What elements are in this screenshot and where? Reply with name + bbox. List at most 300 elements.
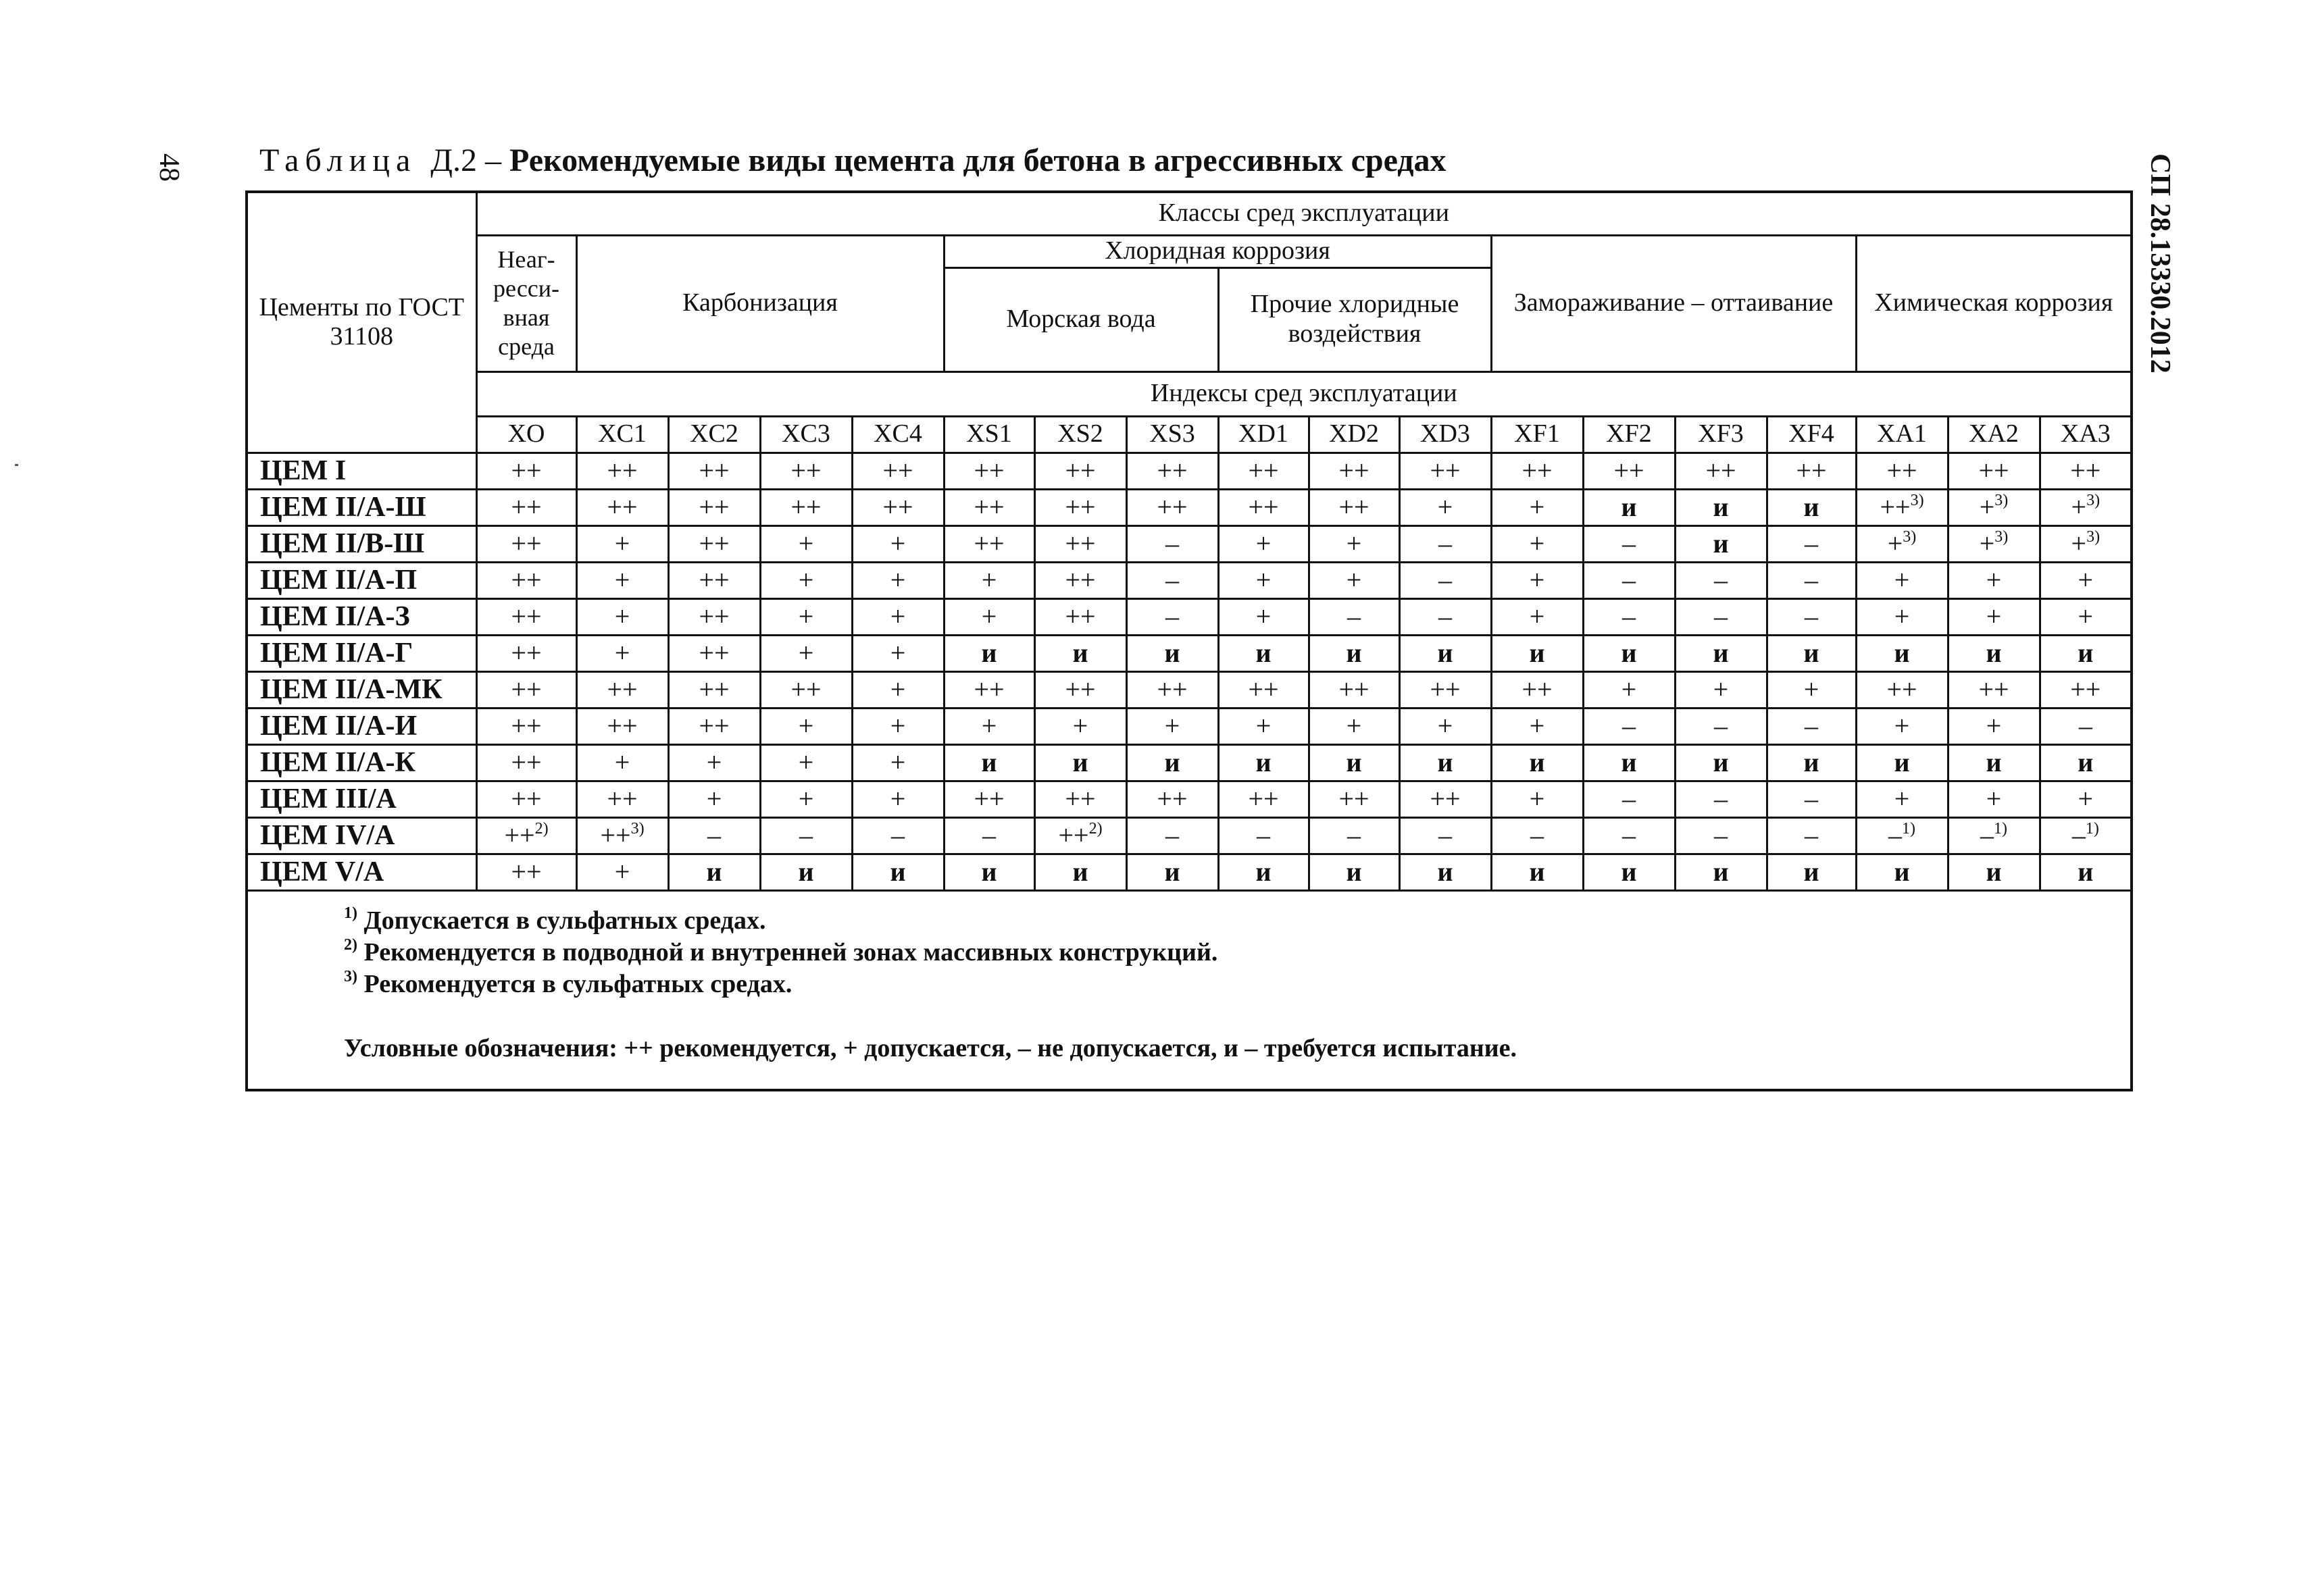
table-cell <box>1218 781 1309 817</box>
table-cell <box>1034 525 1126 562</box>
table-cell <box>1675 708 1767 744</box>
cell-value: – <box>1805 601 1818 632</box>
cell-value: – <box>1622 711 1636 741</box>
table-cell <box>1034 635 1126 671</box>
table-cell <box>852 635 944 671</box>
table-cell <box>944 744 1034 781</box>
table-cell <box>668 489 760 525</box>
cell-value: + <box>798 565 814 595</box>
cell-value: – <box>1622 528 1636 559</box>
cell-value: ++ <box>2070 455 2101 486</box>
cell-value: + <box>1255 565 1272 595</box>
table-row <box>247 489 2132 525</box>
table-cell <box>760 671 852 708</box>
cement-name: ЦЕМ II/А-К <box>247 744 476 781</box>
cell-value: + <box>890 674 906 704</box>
table-cell <box>1126 671 1218 708</box>
table-cell <box>1856 781 1948 817</box>
cell-value: – <box>1622 601 1636 632</box>
table-cell <box>1034 562 1126 598</box>
table-cell <box>1583 562 1675 598</box>
cell-value: ++ <box>2070 674 2101 704</box>
cement-name: ЦЕМ IV/А <box>247 817 476 854</box>
index-cell: XF4 <box>1767 416 1856 453</box>
table-cell <box>2040 635 2132 671</box>
cell-value: ++ <box>1705 455 1736 486</box>
table-cell <box>2040 598 2132 635</box>
index-cell: XD3 <box>1399 416 1491 453</box>
cell-value: ++ <box>699 492 730 522</box>
table-cell <box>760 708 852 744</box>
table-cell <box>1856 525 1948 562</box>
table-cell <box>1491 671 1583 708</box>
table-cell <box>668 562 760 598</box>
cell-value: + <box>1437 492 1453 522</box>
table-cell <box>1767 817 1856 854</box>
index-cell: XF2 <box>1583 416 1675 453</box>
cell-value: и <box>1255 638 1272 668</box>
cell-value: ++ <box>790 455 822 486</box>
cell-value: ++ <box>511 492 542 522</box>
table-cell <box>760 525 852 562</box>
table-cell <box>1948 854 2040 890</box>
cell-value: ++ <box>511 783 542 814</box>
table-cell <box>1126 562 1218 598</box>
cell-value: и <box>1529 638 1545 668</box>
cell-value: и <box>890 856 906 887</box>
table-cell <box>1491 708 1583 744</box>
cell-value: + <box>1986 783 2002 814</box>
cell-value: – <box>1622 820 1636 850</box>
table-cell <box>1034 708 1126 744</box>
table-cell <box>668 453 760 489</box>
cement-name: ЦЕМ II/А-МК <box>247 671 476 708</box>
page-number: 48 <box>153 153 184 182</box>
sea-water-header: Морская вода <box>944 267 1218 371</box>
table-cell <box>1309 562 1399 598</box>
cell-value: и <box>1894 638 1910 668</box>
table-cell <box>1034 854 1126 890</box>
table-cell <box>852 671 944 708</box>
table-cell <box>1767 453 1856 489</box>
table-cell <box>1948 817 2040 854</box>
table-cell <box>1034 781 1126 817</box>
cell-value: и <box>1803 856 1819 887</box>
table-cell <box>1399 744 1491 781</box>
cell-value: ++ <box>1248 455 1279 486</box>
cell-value: и <box>1164 856 1180 887</box>
cell-value: ++ <box>607 674 638 704</box>
cell-value: ++ <box>1978 674 2009 704</box>
table-cell <box>576 598 668 635</box>
table-cell <box>1034 817 1126 854</box>
table-cell <box>760 854 852 890</box>
cell-value: + <box>1346 711 1362 741</box>
table-cell <box>1767 708 1856 744</box>
cell-value: + <box>1986 565 2002 595</box>
cell-value: ++ <box>1338 674 1369 704</box>
cell-value: и <box>1346 747 1362 777</box>
cell-value: – <box>891 820 905 850</box>
cell-value: – <box>1714 711 1728 741</box>
cell-value: – <box>1714 601 1728 632</box>
cell-value: – <box>1805 820 1818 850</box>
cell-value: + <box>2071 528 2087 559</box>
cell-value: + <box>890 783 906 814</box>
table-cell <box>1583 635 1675 671</box>
table-cell <box>476 635 576 671</box>
cell-value: ++ <box>600 820 631 850</box>
cell-value: и <box>1986 747 2002 777</box>
table-cell <box>1309 525 1399 562</box>
cell-value: – <box>1714 565 1728 595</box>
cell-value: ++ <box>1065 455 1096 486</box>
table-cell <box>944 453 1034 489</box>
cell-value: и <box>1986 856 2002 887</box>
index-cell: XO <box>476 416 576 453</box>
index-row <box>247 416 2132 453</box>
cell-value: + <box>890 565 906 595</box>
cell-value: + <box>1255 601 1272 632</box>
table-cell <box>1948 708 2040 744</box>
table-cell <box>1491 453 1583 489</box>
table-cell <box>1491 598 1583 635</box>
cell-value: и <box>798 856 814 887</box>
table-cell <box>2040 781 2132 817</box>
cell-value: + <box>1255 528 1272 559</box>
index-cell: XC1 <box>576 416 668 453</box>
cell-value: и <box>1713 528 1729 559</box>
table-cell <box>476 854 576 890</box>
cell-value: + <box>1894 783 1910 814</box>
table-cell <box>1948 781 2040 817</box>
table-cell <box>1399 453 1491 489</box>
table-cell <box>576 708 668 744</box>
cell-value: + <box>706 783 722 814</box>
table-cell <box>1583 781 1675 817</box>
caption-number: Д.2 <box>430 143 478 178</box>
footnote-text: Рекомендуется в сульфатных средах. <box>363 969 793 998</box>
table-cell <box>760 744 852 781</box>
table-cell <box>1399 708 1491 744</box>
table-cell <box>1399 562 1491 598</box>
cell-value: + <box>1164 711 1180 741</box>
index-cell: XF3 <box>1675 416 1767 453</box>
cell-value: + <box>614 528 630 559</box>
cell-value: + <box>1894 601 1910 632</box>
cell-value: и <box>1713 747 1729 777</box>
cell-value: и <box>1621 747 1637 777</box>
cell-value: и <box>1072 638 1088 668</box>
cell-value: – <box>1438 528 1452 559</box>
cell-value: и <box>1713 638 1729 668</box>
table-cell <box>1767 562 1856 598</box>
cell-value: – <box>1888 820 1902 850</box>
table-row <box>247 744 2132 781</box>
cell-value: и <box>1164 747 1180 777</box>
cell-value: ++ <box>1430 783 1461 814</box>
table-cell <box>1218 453 1309 489</box>
cell-value: ++ <box>1880 492 1911 522</box>
cell-value: ++ <box>607 711 638 741</box>
footnote-ref: 3) <box>1994 528 2009 546</box>
footnote-mark: 1) <box>344 904 357 922</box>
cell-value: – <box>1438 820 1452 850</box>
table-cell <box>576 562 668 598</box>
cell-value: – <box>1165 565 1179 595</box>
table-cell <box>1675 781 1767 817</box>
table-row <box>247 453 2132 489</box>
table-cell <box>1034 489 1126 525</box>
cell-value: и <box>1529 747 1545 777</box>
footnote-text: Рекомендуется в подводной и внутренней зонах массивных конструкций. <box>363 937 1218 967</box>
table-cell <box>2040 489 2132 525</box>
table-cell <box>476 489 576 525</box>
table-cell <box>760 562 852 598</box>
cell-value: + <box>2078 601 2094 632</box>
cell-value: ++ <box>882 455 913 486</box>
cell-value: ++ <box>1796 455 1827 486</box>
non-aggressive-header: Неаг-ресси-вная среда <box>476 235 576 371</box>
table-cell <box>1583 671 1675 708</box>
table-cell <box>1583 525 1675 562</box>
cell-value: ++ <box>511 674 542 704</box>
cell-value: ++ <box>1338 455 1369 486</box>
cell-value: + <box>1529 601 1545 632</box>
cell-value: ++ <box>1248 783 1279 814</box>
cell-value: – <box>1165 528 1179 559</box>
index-cell: XC4 <box>852 416 944 453</box>
table-cell <box>1675 744 1767 781</box>
cell-value: и <box>981 747 997 777</box>
table-cell <box>1948 489 2040 525</box>
table-cell <box>1767 489 1856 525</box>
table-cell <box>1491 744 1583 781</box>
table-row <box>247 817 2132 854</box>
cell-value: ++ <box>1886 455 1917 486</box>
cell-value: + <box>1986 601 2002 632</box>
caption-title: Рекомендуемые виды цемента для бетона в агрессивных средах <box>509 143 1447 178</box>
cement-table <box>245 190 2133 1091</box>
table-cell <box>1767 635 1856 671</box>
table-cell <box>944 598 1034 635</box>
table-cell <box>1126 817 1218 854</box>
cell-value: ++ <box>1886 674 1917 704</box>
table-cell <box>1399 671 1491 708</box>
table-cell <box>476 525 576 562</box>
cell-value: + <box>614 565 630 595</box>
table-cell <box>1218 562 1309 598</box>
table-cell <box>852 598 944 635</box>
table-cell <box>760 635 852 671</box>
table-cell <box>1218 744 1309 781</box>
cell-value: и <box>1529 856 1545 887</box>
table-cell <box>2040 708 2132 744</box>
cell-value: ++ <box>1157 674 1188 704</box>
table-cell <box>1856 598 1948 635</box>
table-cell <box>944 854 1034 890</box>
cell-value: и <box>1986 638 2002 668</box>
cell-value: – <box>1805 565 1818 595</box>
table-cell <box>1948 562 2040 598</box>
cell-value: ++ <box>607 492 638 522</box>
cell-value: – <box>1257 820 1270 850</box>
cell-value: ++ <box>1978 455 2009 486</box>
cell-value: + <box>798 783 814 814</box>
table-cell <box>1675 598 1767 635</box>
table-cell <box>1767 598 1856 635</box>
caption-dash: – <box>477 143 510 178</box>
table-cell <box>852 817 944 854</box>
table-cell <box>1309 708 1399 744</box>
footnote-ref: 3) <box>2086 528 2101 546</box>
cell-value: и <box>2078 856 2094 887</box>
table-cell <box>944 635 1034 671</box>
table-cell <box>852 562 944 598</box>
cell-value: ++ <box>511 747 542 777</box>
cell-value: + <box>2071 492 2087 522</box>
footnote-ref: 1) <box>1994 820 2007 838</box>
index-cell: XC3 <box>760 416 852 453</box>
cell-value: и <box>1621 492 1637 522</box>
table-cell <box>576 817 668 854</box>
cell-value: + <box>1979 492 1995 522</box>
table-cell <box>476 598 576 635</box>
cell-value: + <box>981 565 997 595</box>
cell-value: и <box>1713 856 1729 887</box>
index-cell: XA3 <box>2040 416 2132 453</box>
footnote-ref: 1) <box>1902 820 1915 838</box>
table-cell <box>1126 708 1218 744</box>
cell-value: и <box>1072 747 1088 777</box>
table-cell <box>944 781 1034 817</box>
cell-value: – <box>1438 565 1452 595</box>
table-row <box>247 562 2132 598</box>
scan-mark <box>15 464 18 466</box>
cell-value: + <box>890 638 906 668</box>
table-cell <box>1583 453 1675 489</box>
table-cell <box>1856 562 1948 598</box>
table-cell <box>476 453 576 489</box>
cell-value: ++ <box>1157 455 1188 486</box>
cell-value: + <box>1529 783 1545 814</box>
table-cell <box>1218 489 1309 525</box>
table-cell <box>1583 854 1675 890</box>
cell-value: ++ <box>504 820 535 850</box>
cell-value: – <box>1980 820 1994 850</box>
cell-value: – <box>1805 783 1818 814</box>
cell-value: ++ <box>1157 492 1188 522</box>
cell-value: и <box>1437 856 1453 887</box>
classes-header: Классы сред эксплуатации <box>476 192 2132 235</box>
footnote-ref: 3) <box>1903 528 1917 546</box>
table-row <box>247 635 2132 671</box>
cell-value: + <box>981 601 997 632</box>
footnote-mark: 3) <box>344 967 357 985</box>
footnote-mark: 2) <box>344 935 357 954</box>
cell-value: ++ <box>1065 528 1096 559</box>
table-cell <box>1675 671 1767 708</box>
table-cell <box>2040 525 2132 562</box>
table-cell <box>944 817 1034 854</box>
cell-value: и <box>1437 747 1453 777</box>
table-cell <box>668 708 760 744</box>
table-cell <box>668 744 760 781</box>
table-cell <box>1948 635 2040 671</box>
table-cell <box>1948 525 2040 562</box>
footnote <box>344 937 2130 969</box>
cell-value: ++ <box>1521 674 1553 704</box>
cell-value: + <box>890 747 906 777</box>
table-caption <box>259 145 1447 177</box>
table-cell <box>1399 525 1491 562</box>
cell-value: + <box>614 638 630 668</box>
table-cell <box>852 453 944 489</box>
cell-value: + <box>614 601 630 632</box>
cell-value: ++ <box>607 783 638 814</box>
cell-value: + <box>1255 711 1272 741</box>
footnote-ref: 1) <box>2085 820 2099 838</box>
table-cell <box>852 489 944 525</box>
table-cell <box>576 854 668 890</box>
index-cell: XA1 <box>1856 416 1948 453</box>
table-cell <box>2040 671 2132 708</box>
table-cell <box>1583 598 1675 635</box>
cell-value: – <box>1347 601 1361 632</box>
table-cell <box>1491 817 1583 854</box>
table-cell <box>1856 635 1948 671</box>
cement-name: ЦЕМ II/А-Г <box>247 635 476 671</box>
cell-value: + <box>798 711 814 741</box>
table-cell <box>1491 525 1583 562</box>
table-cell <box>576 635 668 671</box>
cell-value: + <box>1346 528 1362 559</box>
table-cell <box>1126 854 1218 890</box>
cell-value: – <box>1438 601 1452 632</box>
cell-value: ++ <box>699 565 730 595</box>
indices-header: Индексы сред эксплуатации <box>476 371 2132 416</box>
cell-value: и <box>1803 492 1819 522</box>
table-cell <box>1399 598 1491 635</box>
table-cell <box>1675 525 1767 562</box>
cell-value: и <box>1621 856 1637 887</box>
table-cell <box>1126 489 1218 525</box>
cell-value: и <box>1346 638 1362 668</box>
cement-name: ЦЕМ V/А <box>247 854 476 890</box>
cell-value: + <box>1529 528 1545 559</box>
table-cell <box>944 562 1034 598</box>
table-cell <box>1218 598 1309 635</box>
footnote-ref: 3) <box>1994 492 2009 509</box>
table-cell <box>1126 598 1218 635</box>
table-cell <box>1309 598 1399 635</box>
cell-value: + <box>890 711 906 741</box>
table-cell <box>852 525 944 562</box>
table-cell <box>1309 489 1399 525</box>
cell-value: ++ <box>974 674 1005 704</box>
table-cell <box>760 489 852 525</box>
cement-name: ЦЕМ II/А-П <box>247 562 476 598</box>
cell-value: + <box>1894 565 1910 595</box>
table-cell <box>1491 854 1583 890</box>
table-cell <box>1218 635 1309 671</box>
table-cell <box>1675 562 1767 598</box>
cell-value: и <box>1346 856 1362 887</box>
cement-name: ЦЕМ III/А <box>247 781 476 817</box>
carbonization-header: Карбонизация <box>576 235 944 371</box>
table-cell <box>476 781 576 817</box>
table-cell <box>1399 854 1491 890</box>
